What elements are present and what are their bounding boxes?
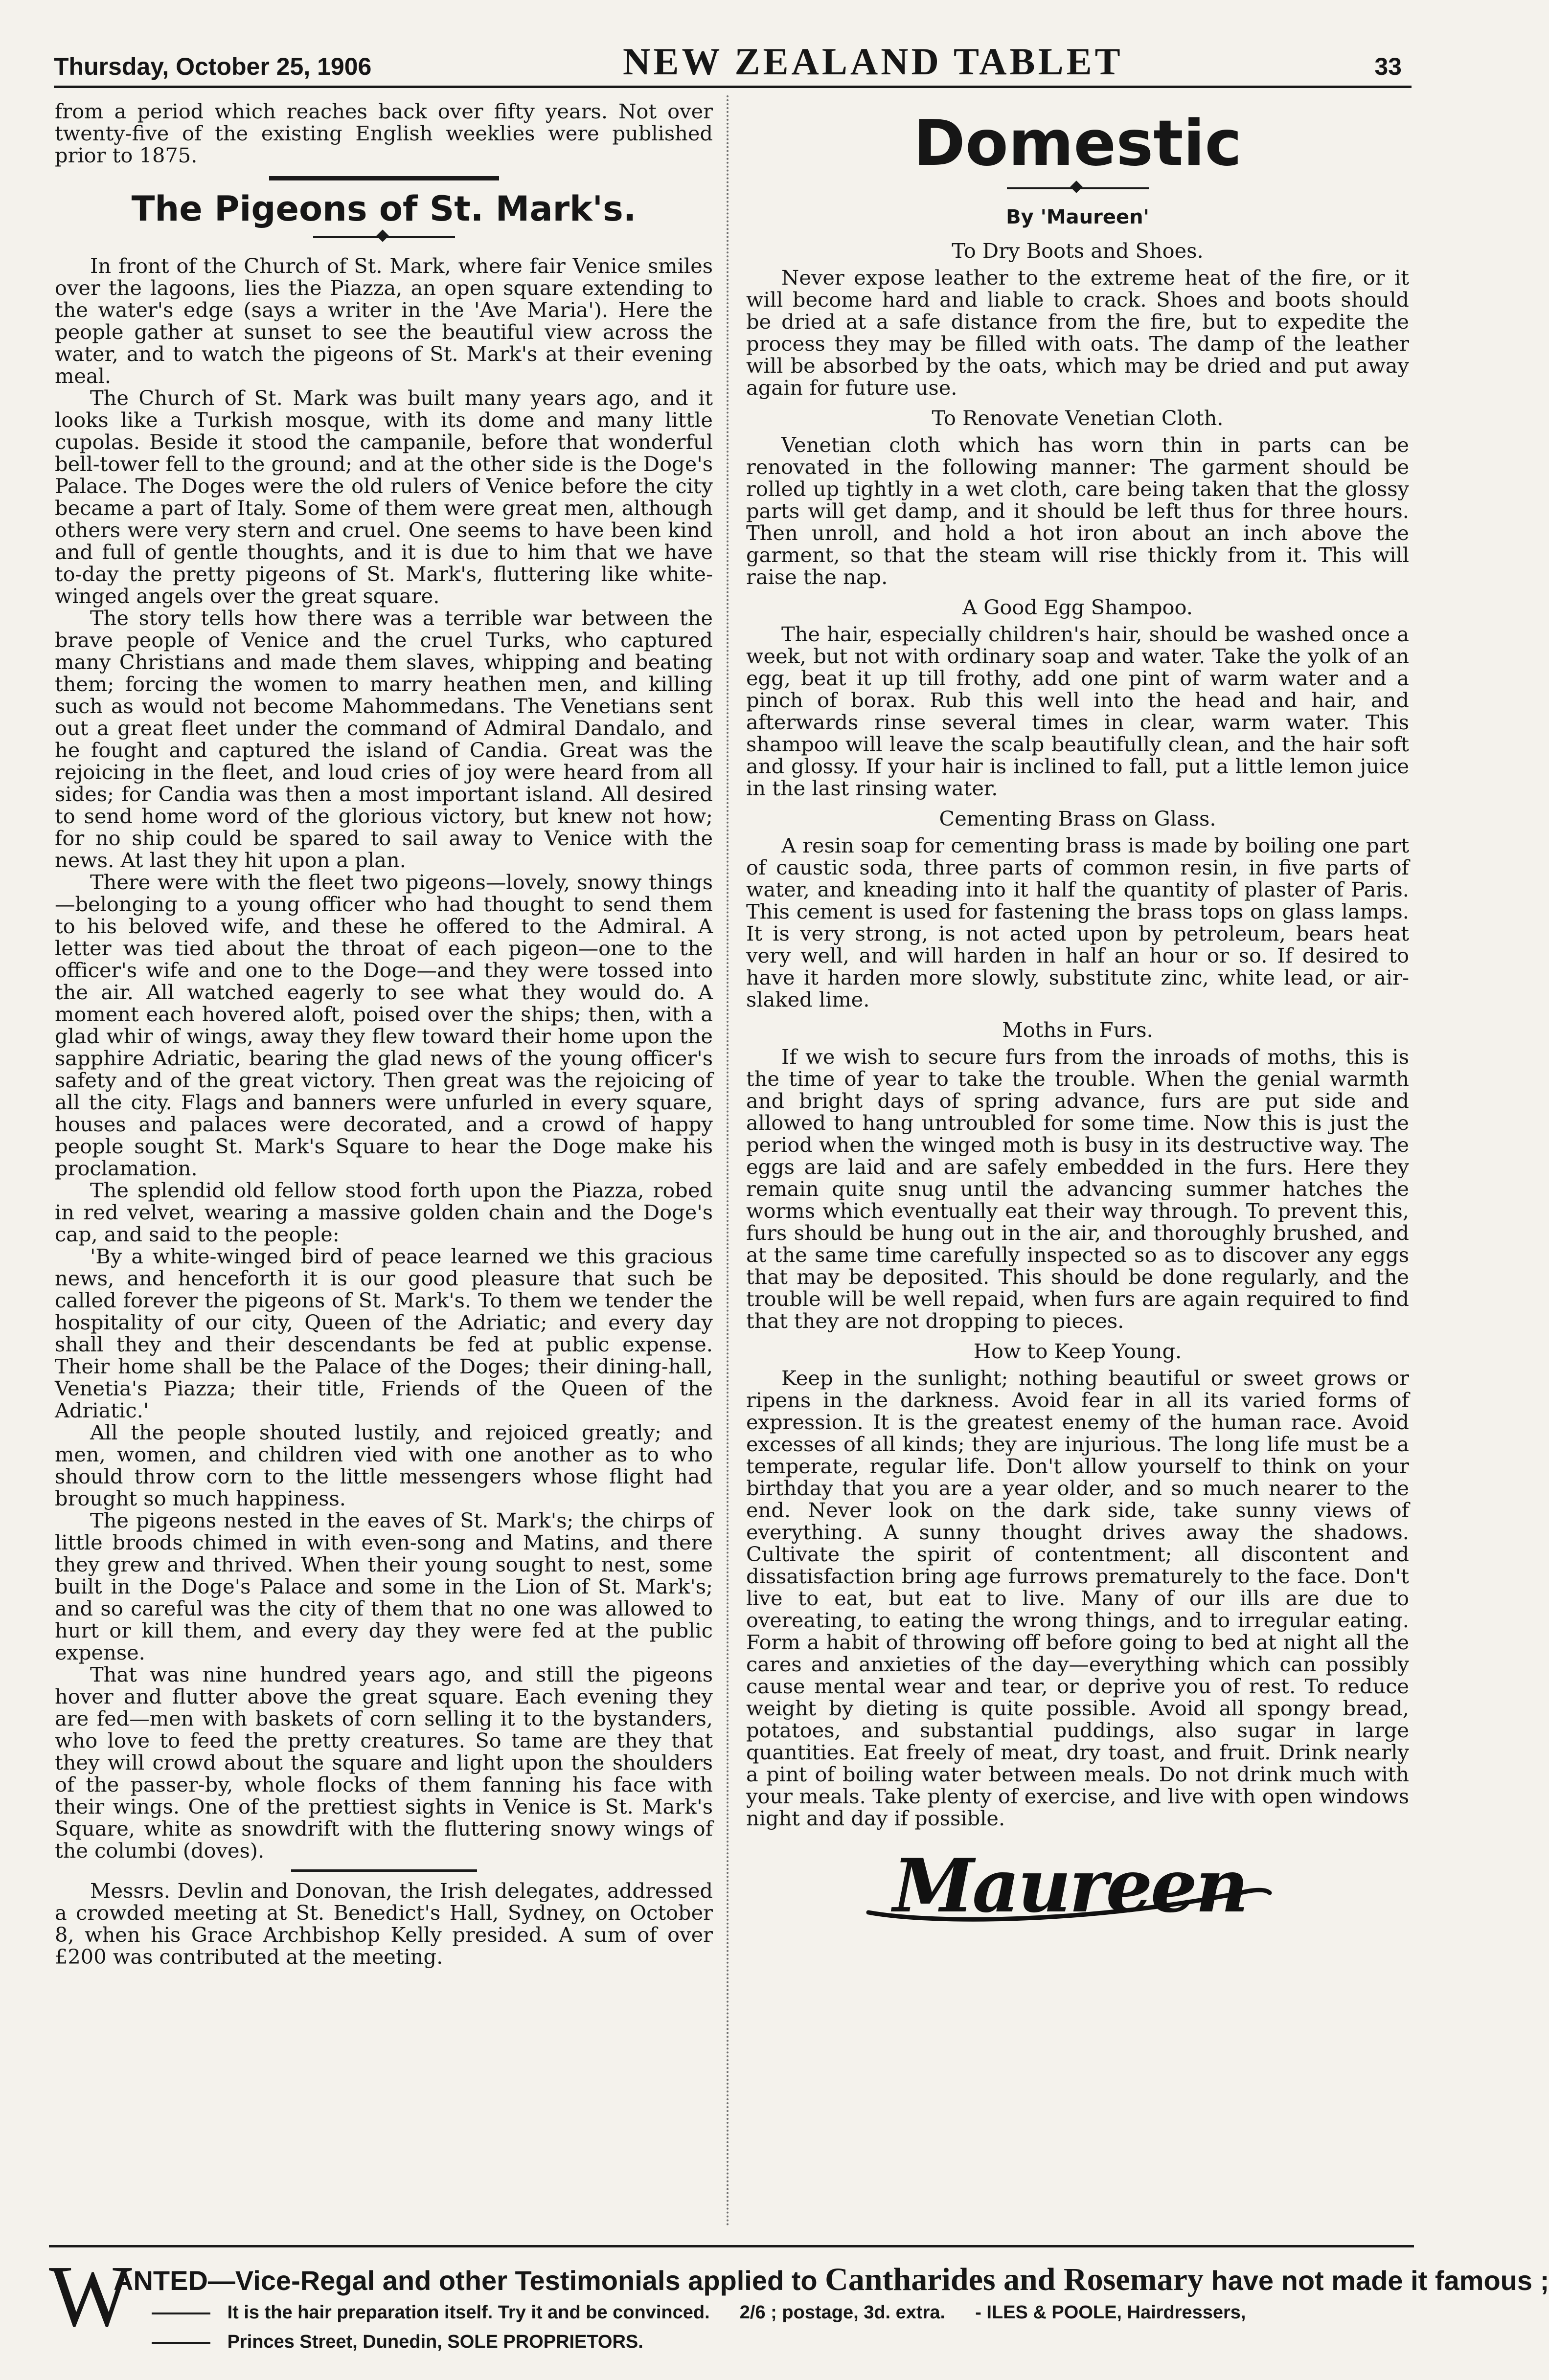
- column-divider: [727, 95, 729, 2228]
- diamond-ornament: [313, 236, 455, 238]
- right-column: [746, 100, 1409, 1932]
- page-header: [54, 39, 1412, 88]
- article-paragraph: The pigeons nested in the eaves of St. Mark's; the chirps of little broods chimed in with even-song and Matins, and there they grew and thrived. When their young sought to nest, some built in the Doge's Palace and some in the Lion of St. Mark's; and so careful was the city of them that no one was allowed to hurt or kill them, and every day they were fed at the public expense.: [55, 1508, 713, 1664]
- recipe-paragraph: A resin soap for cementing brass is made by boiling one part of caustic soda, three parts of common resin, in five parts of water, and kneading into it half the quantity of plaster of Paris. This cement is used for fastening the brass tops on glass lamps. It is very strong, is not acted upon by petroleum, bears heat very well, and will harden in half an hour or so. If desired to have it harden more slowly, substitute zinc, white lead, or air-slaked lime.: [746, 833, 1409, 1011]
- ad-headline-text: ANTED—Vice-Regal and other Testimonials applied to: [114, 2265, 818, 2296]
- article-paragraph: The splendid old fellow stood forth upon the Piazza, robed in red velvet, wearing a massive golden chain and the Doge's cap, and said to the people:: [55, 1178, 713, 1246]
- ad-details: [152, 2302, 1246, 2323]
- dash-rule: [152, 2313, 210, 2314]
- signature: [746, 1829, 1409, 1932]
- recipe-heading: A Good Egg Shampoo.: [962, 595, 1193, 619]
- issue-date: Thursday, October 25, 1906: [54, 53, 372, 80]
- recipe-heading: Moths in Furs.: [1002, 1018, 1153, 1042]
- recipe-heading: How to Keep Young.: [973, 1339, 1182, 1363]
- news-paragraph: Messrs. Devlin and Donovan, the Irish delegates, addressed a crowded meeting at St. Benedict's Hall, Sydney, on October 8, when his Grace Archbishop Kelly presided. A sum of over £200 was contributed at the meeting.: [55, 1879, 713, 1969]
- ad-address-text: Princes Street, Dunedin, SOLE PROPRIETORS.: [227, 2332, 643, 2352]
- article-paragraph: The Church of St. Mark was built many years ago, and it looks like a Turkish mosque, with its dome and many little cupolas. Beside it stood the campanile, before that wonderful bell-tower fell to the ground; and at the other side is the Doge's Palace. The Doges were the old rulers of Venice before the city became a part of Italy. Some of them were great men, although others were very stern and cruel. One seems to have been kind and full of gentle thoughts, and it is due to him that we have to-day the pretty pigeons of St. Mark's, fluttering like white-winged angels over the great square.: [55, 386, 713, 608]
- signature-name: Maureen: [893, 1843, 1247, 1929]
- article-paragraph: There were with the fleet two pigeons—lovely, snowy things—belonging to a young officer who had thought to send them to his beloved wife, and these he offered to the Admiral. A letter was tied about the throat of each pigeon—one to the officer's wife and one to the Doge—and they were tossed into the air. All watched eagerly to see what they would do. A moment each hovered aloft, poised over the ships; then, with a glad whir of wings, away they flew toward their home upon the sapphire Adriatic, bearing the glad news of the young officer's safety and of the great victory. Then great was the rejoicing of all the city. Flags and banners were unfurled in every square, houses and palaces were decorated, and a crowd of happy people sought St. Mark's Square to hear the Doge make his proclamation.: [55, 870, 713, 1180]
- recipe-paragraph: If we wish to secure furs from the inroads of moths, this is the time of year to take the trouble. When the genial warmth and bright days of spring advance, furs are put side and allowed to hang untroubled for some time. Now this is just the period when the winged moth is busy in its destructive way. The eggs are laid and are safely embedded in the furs. Here they remain quite snug until the advancing summer hatches the worms which eventually eat their way through. To prevent this, furs should be hung out in the air, and thoroughly brushed, and at the same time carefully inspected so as to discover any eggs that may be deposited. This should be done regularly, and the trouble will be well repaid, when furs are again required to find that they are not dropping to pieces.: [746, 1045, 1409, 1333]
- article-paragraph: In front of the Church of St. Mark, where fair Venice smiles over the lagoons, lies the Piazza, an open square extending to the water's edge (says a writer in the 'Ave Maria'). Here the people gather at sunset to see the beautiful view across the water, and to watch the pigeons of St. Mark's at their evening meal.: [55, 254, 713, 388]
- dash-rule: [152, 2342, 210, 2344]
- left-column: [55, 100, 713, 1968]
- recipe-heading: To Dry Boots and Shoes.: [952, 239, 1204, 263]
- article-paragraph: That was nine hundred years ago, and still the pigeons hover and flutter above the great square. Each evening they are fed—men with baskets of corn selling it to the bystanders, who love to feed the pretty creatures. So tame are they that they will crowd about the square and light upon the shoulders of the passer-by, whole flocks of them fanning his face with their wings. One of the prettiest sights in Venice is St. Mark's Square, white as snowdrift with the fluttering snowy wings of the columbi (doves).: [55, 1662, 713, 1863]
- ad-merchant: - ILES & POOLE, Hairdressers,: [975, 2302, 1246, 2323]
- recipe-heading: To Renovate Venetian Cloth.: [932, 406, 1224, 430]
- recipe-paragraph: The hair, especially children's hair, should be washed once a week, but not with ordinary soap and water. Take the yolk of an egg, beat it up till frothy, add one pint of warm water and a pinch of borax. Rub this well into the head and hair, and afterwards rinse several times in clear, warm water. This shampoo will leave the scalp beautifully clean, and the hair soft and glossy. If your hair is inclined to fall, put a little lemon juice in the last rinsing water.: [746, 622, 1409, 800]
- recipe-heading: Cementing Brass on Glass.: [939, 807, 1216, 831]
- divider-rule: [269, 176, 499, 180]
- ad-headline: [114, 2261, 1549, 2298]
- advertisement-banner: [49, 2245, 1549, 2365]
- continued-paragraph: from a period which reaches back over fifty years. Not over twenty-five of the existing English weeklies were published prior to 1875.: [55, 99, 713, 167]
- drop-cap: W: [49, 2247, 132, 2345]
- article-paragraph: The story tells how there was a terrible war between the brave people of Venice and the cruel Turks, who captured many Christians and made them slaves, whipping and beating them; forcing the women to marry heathen men, and killing such as would not become Mahommedans. The Venetians sent out a great fleet under the command of Admiral Dandalo, and he fought and captured the island of Candia. Great was the rejoicing in the fleet, and loud cries of joy were heard from all sides; for Candia was then a most important island. All desired to send home word of the glorious victory, but knew not how; for no ship could be spared to sail away to Venice with the news. At last they hit upon a plan.: [55, 606, 713, 872]
- section-title: Domestic: [913, 107, 1242, 180]
- ad-claim: It is the hair preparation itself. Try it and be convinced.: [227, 2302, 710, 2323]
- masthead-title: NEW ZEALAND TABLET: [623, 40, 1123, 83]
- page-number: 33: [1374, 53, 1402, 80]
- byline: By 'Maureen': [1006, 206, 1149, 228]
- article-paragraph: 'By a white-winged bird of peace learned we this gracious news, and henceforth it is our good pleasure that such be called forever the pigeons of St. Mark's. To them we tender the hospitality of our city, Queen of the Adriatic; and every day shall they and their descendants be fed at public expense. Their home shall be the Palace of the Doges; their dining-hall, Venetia's Piazza; their title, Friends of the Queen of the Adriatic.': [55, 1244, 713, 1422]
- article-title: The Pigeons of St. Mark's.: [131, 189, 637, 229]
- recipe-paragraph: Never expose leather to the extreme heat of the fire, or it will become hard and liable to crack. Shoes and boots should be dried at a safe distance from the fire, but to expedite the process they may be filled with oats. The damp of the leather will be absorbed by the oats, which may be dried and put away again for future use.: [746, 266, 1409, 400]
- divider-rule: [291, 1869, 477, 1872]
- article-paragraph: All the people shouted lustily, and rejoiced greatly; and men, women, and children vied with one another as to who should throw corn to the little messengers whose flight had brought so much happiness.: [55, 1420, 713, 1510]
- recipe-paragraph: Keep in the sunlight; nothing beautiful or sweet grows or ripens in the darkness. Avoid fear in all its varied forms of expression. It is the greatest enemy of the human race. Avoid excesses of all kinds; they are injurious. The long life must be a temperate, regular life. Don't allow yourself to think on your birthday that you are a year older, and so much nearer to the end. Never look on the dark side, take sunny views of everything. A sunny thought drives away the shadows. Cultivate the spirit of contentment; all discontent and dissatisfaction bring age furrows prematurely to the face. Don't live to eat, but eat to live. Many of our ills are due to overeating, to eating the wrong things, and to irregular eating. Form a habit of throwing off before going to bed at night all the cares and anxieties of the day—everything which can possibly cause mental wear and tear, or deprive you of rest. To reduce weight by dieting is quite possible. Avoid all spongy bread, potatoes, and substantial puddings, also sugar in large quantities. Eat freely of meat, dry toast, and fruit. Drink nearly a pint of boiling water between meals. Do not drink much with your meals. Take plenty of exercise, and live with open windows night and day if possible.: [746, 1366, 1409, 1830]
- ad-price: 2/6 ; postage, 3d. extra.: [739, 2302, 946, 2323]
- ad-headline-tail: have not made it famous ;: [1211, 2265, 1549, 2296]
- product-name: Cantharides and Rosemary: [825, 2262, 1204, 2297]
- diamond-ornament: [1007, 187, 1149, 189]
- ad-address: [152, 2332, 643, 2353]
- recipe-paragraph: Venetian cloth which has worn thin in parts can be renovated in the following manner: The garment should be rolled up tightly in a wet cloth, care being taken that the glossy parts will get damp, and it should be left thus for three hours. Then unroll, and hold a hot iron about an inch above the garment, so that the steam will rise thickly from it. This will raise the nap.: [746, 433, 1409, 589]
